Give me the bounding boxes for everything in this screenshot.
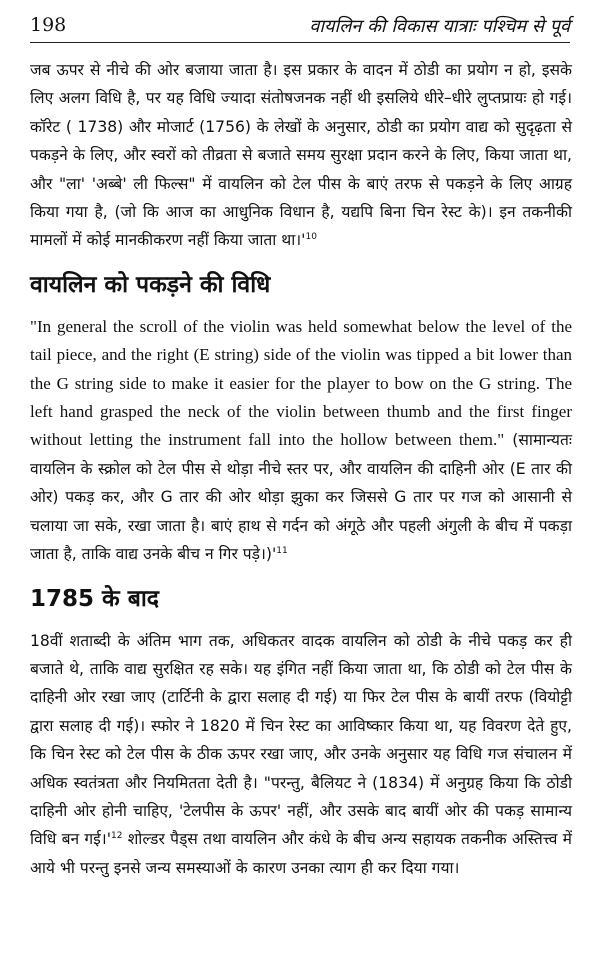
page-body <box>30 56 572 882</box>
paragraph-intro <box>30 56 572 255</box>
section-heading-after-1785: 1785 के बाद <box>30 585 159 612</box>
paragraph-after-1785-tail: शोल्डर पैड्स तथा वायलिन और कंधे के बीच अन्य सहायक तकनीक अस्तित्त्व में आये भी परन्तु इनसे जन्य समस्याओं के कारण उनका त्याग ही कर दिया गया। <box>30 830 572 877</box>
running-title: वायलिन की विकास यात्राः पश्चिम से पूर्व <box>309 16 570 37</box>
page-number: 198 <box>30 14 67 36</box>
footnote-ref-11: 11 <box>276 545 288 556</box>
page-header <box>30 14 570 40</box>
header-rule <box>30 42 570 43</box>
english-quote: "In general the scroll of the violin was held somewhat below the level of the tail piece, and the right (E string) side of the violin was tipped a bit lower than the G string side to make it easier for the player to bow on the G string. The left hand grasped the neck of the violin between thumb and the first finger without letting the instrument fall into the hollow between them." <box>30 316 572 450</box>
paragraph-after-1785-text: 18वीं शताब्दी के अंतिम भाग तक, अधिकतर वादक वायलिन को ठोडी के नीचे पकड़ कर ही बजाते थे, ताकि वाद्य सुरक्षित रह सके। यह इंगित नहीं किया जाता था, कि ठोडी को टेल पीस के दाहिनी ओर रखा जाए (टार्टिनी के द्वारा सलाह दी गई) या फिर टेल पीस के बायीं तरफ (वियोट्टी द्वारा सलाह दी गई)। स्फोर ने 1820 में चिन रेस्ट का आविष्कार किया था, यह विवरण देते हुए, कि चिन रेस्ट को टेल पीस के ठीक ऊपर रखा जाए, और उनके अनुसार यह विधि गज संचालन में अधिक स्वतंत्रता और नियमितता देती है। "परन्तु, बैलियट ने (1834) में अनुग्रह किया कि ठोडी दाहिनी ओर होनी चाहिए, 'टेलपीस के ऊपर' नहीं, और उसके बाद बायीं ओर की पकड़ सामान्य विधि बन गई।' <box>30 631 572 849</box>
paragraph-intro-text: जब ऊपर से नीचे की ओर बजाया जाता है। इस प्रकार के वादन में ठोडी का प्रयोग न हो, इसके लिए अलग विधि है, पर यह विधि ज्यादा संतोषजनक नहीं थी इसलिये धीरे–धीरे लुप्तप्रायः हो गई। कॉरेट ( 1738) और मोजार्ट (1756) के लेखों के अनुसार, ठोडी का प्रयोग वाद्य को सुदृढ़ता से पकड़ने के लिए, और स्वरों को तीव्रता से बजाते समय सुरक्षा प्रदान करने के लिए, किया जाता था, और "ला' 'अब्बे' ली फिल्स" में वायलिन को टेल पीस के बाएं तरफ से पकड़ने के लिए आग्रह किया गया है, (जो कि आज का आधुनिक विधान है, यद्यपि बिना चिन रेस्ट के)। इन तकनीकी मामलों में कोई मानकीकरण नहीं किया जाता था।' <box>30 61 572 250</box>
footnote-ref-10: 10 <box>305 232 317 243</box>
footnote-ref-12: 12 <box>111 831 123 842</box>
paragraph-after-1785 <box>30 627 572 883</box>
paragraph-quote <box>30 313 572 569</box>
hindi-translation: (सामान्यतः वायलिन के स्क्रोल को टेल पीस से थोड़ा नीचे स्तर पर, और वायलिन की दाहिनी ओर (E तार की ओर) पकड़ कर, और G तार की ओर थोड़ा झुका कर जिससे G तार पर गज को आसानी से चलाया जा सके, रखा जाता है। बाएं हाथ से गर्दन को अंगूठे और पहली अंगुली के बीच में पकड़ा जाता है, ताकि वाद्य उनके बीच न गिर पड़े।)' <box>30 431 572 564</box>
section-heading-holding-method: वायलिन को पकड़ने की विधि <box>30 271 271 298</box>
